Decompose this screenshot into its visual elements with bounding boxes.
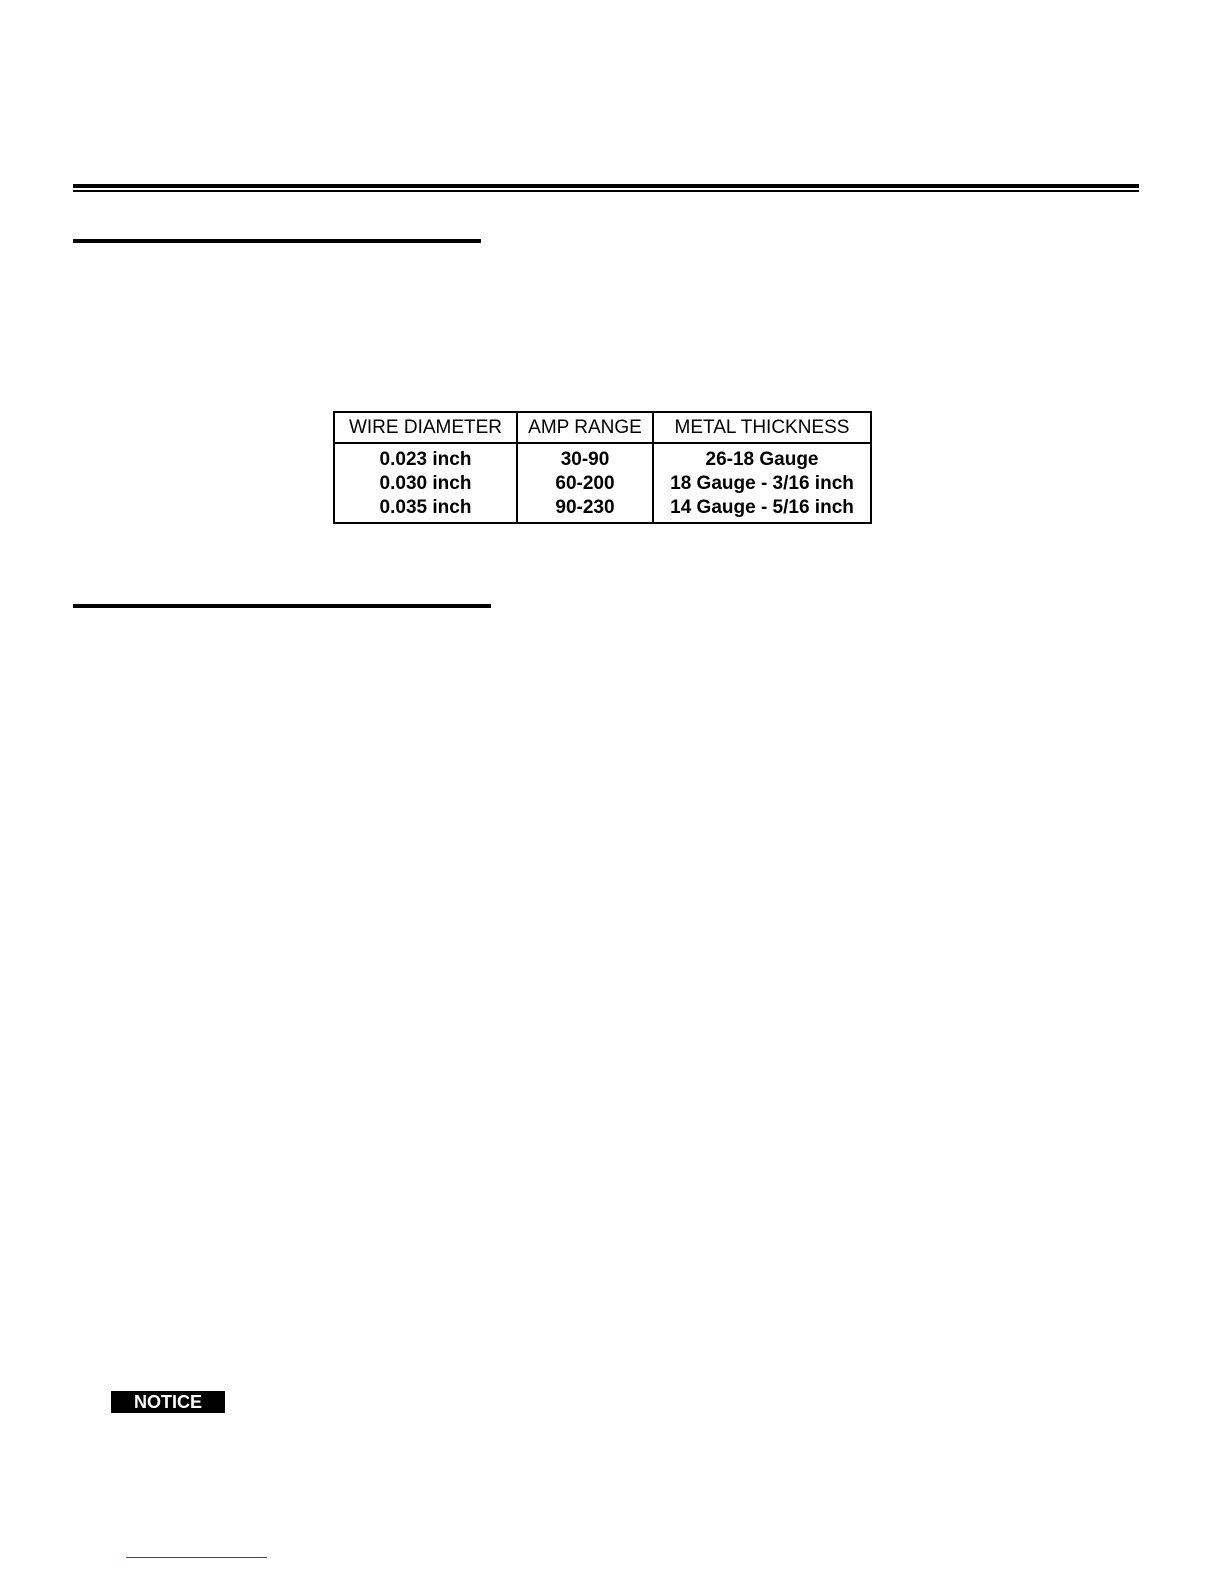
cell-amp-range: 60-200	[517, 471, 653, 495]
cell-amp-range: 90-230	[517, 495, 653, 523]
column-header-metal-thickness: METAL THICKNESS	[653, 412, 871, 443]
link-underline[interactable]	[126, 1557, 267, 1558]
column-header-wire-diameter: WIRE DIAMETER	[334, 412, 517, 443]
table-row	[334, 471, 871, 495]
column-header-amp-range: AMP RANGE	[517, 412, 653, 443]
section-heading-underline	[73, 239, 481, 243]
table-row	[334, 443, 871, 471]
notice-badge: NOTICE	[111, 1391, 225, 1413]
cell-metal-thickness: 14 Gauge - 5/16 inch	[653, 495, 871, 523]
cell-amp-range: 30-90	[517, 443, 653, 471]
cell-wire-diameter: 0.023 inch	[334, 443, 517, 471]
header-rule-thin	[73, 190, 1139, 192]
table-row	[334, 495, 871, 523]
header-rule-thick	[73, 184, 1139, 188]
cell-wire-diameter: 0.030 inch	[334, 471, 517, 495]
table-header-row	[334, 412, 871, 443]
cell-wire-diameter: 0.035 inch	[334, 495, 517, 523]
section-heading-underline	[73, 604, 491, 608]
wire-spec-table	[333, 411, 872, 524]
cell-metal-thickness: 26-18 Gauge	[653, 443, 871, 471]
cell-metal-thickness: 18 Gauge - 3/16 inch	[653, 471, 871, 495]
